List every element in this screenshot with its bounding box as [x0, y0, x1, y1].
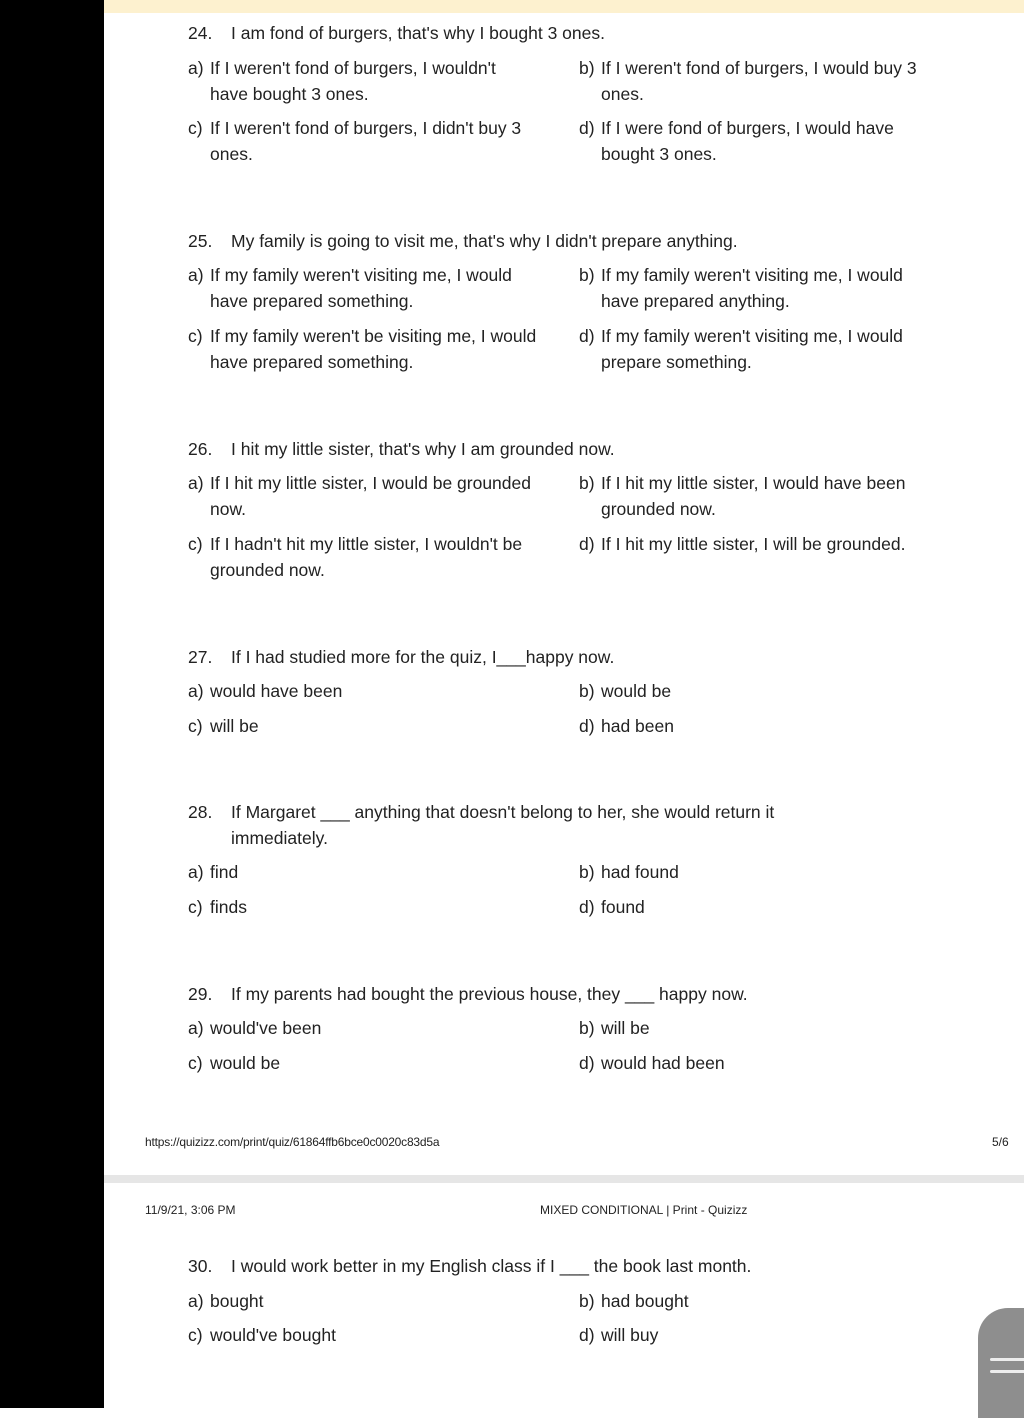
- option-24-b: [579, 55, 929, 107]
- option-letter: c): [188, 716, 203, 736]
- option-24-a: [188, 55, 538, 107]
- option-letter: d): [579, 897, 595, 917]
- option-letter: a): [188, 58, 204, 78]
- option-text: If I weren't fond of burgers, I would buy 3 ones.: [601, 58, 917, 104]
- option-text: will buy: [601, 1325, 659, 1345]
- handle-line: [990, 1358, 1024, 1361]
- option-26-c: [188, 531, 538, 583]
- option-text: If I hadn't hit my little sister, I wouldn't be grounded now.: [210, 534, 523, 580]
- option-29-c: [188, 1050, 538, 1076]
- option-text: If my family weren't visiting me, I would have prepared anything.: [601, 265, 903, 311]
- option-letter: b): [579, 1018, 595, 1038]
- question-text: If my parents had bought the previous house, they ___ happy now.: [231, 984, 748, 1004]
- question-text: If Margaret ___ anything that doesn't belong to her, she would return it immediately.: [231, 802, 775, 848]
- option-24-c: [188, 115, 538, 167]
- option-letter: c): [188, 897, 203, 917]
- option-text: would have been: [210, 681, 343, 701]
- option-text: If I hit my little sister, I would be grounded now.: [210, 473, 531, 519]
- option-text: If I weren't fond of burgers, I wouldn't have bought 3 ones.: [210, 58, 496, 104]
- option-text: If my family weren't visiting me, I would prepare something.: [601, 326, 903, 372]
- question-number: 26.: [188, 439, 213, 459]
- question-29: [188, 981, 848, 1007]
- question-number: 30.: [188, 1256, 213, 1276]
- option-letter: c): [188, 534, 203, 554]
- top-highlight-strip: [104, 0, 1024, 13]
- footer-url: https://quizizz.com/print/quiz/61864ffb6bce0c0020c83d5a: [145, 1135, 440, 1149]
- question-number: 29.: [188, 984, 213, 1004]
- option-25-a: [188, 262, 538, 314]
- option-text: would've been: [210, 1018, 322, 1038]
- option-letter: d): [579, 1325, 595, 1345]
- option-26-a: [188, 470, 538, 522]
- option-letter: c): [188, 1325, 203, 1345]
- header-title: MIXED CONDITIONAL | Print - Quizizz: [540, 1203, 748, 1217]
- option-text: bought: [210, 1291, 264, 1311]
- option-letter: a): [188, 1018, 204, 1038]
- question-30: [188, 1253, 868, 1279]
- option-letter: d): [579, 1053, 595, 1073]
- option-30-b: [579, 1288, 929, 1314]
- option-text: would be: [601, 681, 672, 701]
- option-letter: b): [579, 265, 595, 285]
- option-text: will be: [601, 1018, 650, 1038]
- option-letter: b): [579, 681, 595, 701]
- left-black-bar: [0, 0, 104, 1408]
- question-24: [188, 20, 828, 46]
- question-text: I would work better in my English class if I ___ the book last month.: [231, 1256, 752, 1276]
- option-25-c: [188, 323, 538, 375]
- option-letter: d): [579, 716, 595, 736]
- option-letter: a): [188, 681, 204, 701]
- question-28: [188, 799, 798, 851]
- option-text: finds: [210, 897, 247, 917]
- option-letter: a): [188, 473, 204, 493]
- option-24-d: [579, 115, 929, 167]
- option-text: If I were fond of burgers, I would have bought 3 ones.: [601, 118, 894, 164]
- option-27-c: [188, 713, 538, 739]
- option-25-b: [579, 262, 929, 314]
- option-text: found: [601, 897, 645, 917]
- option-letter: c): [188, 326, 203, 346]
- option-text: If my family weren't visiting me, I would have prepared something.: [210, 265, 512, 311]
- question-number: 24.: [188, 23, 213, 43]
- question-text: If I had studied more for the quiz, I___happy now.: [231, 647, 615, 667]
- question-27: [188, 644, 828, 670]
- option-28-a: [188, 859, 538, 885]
- option-27-d: [579, 713, 929, 739]
- option-26-d: [579, 531, 959, 557]
- option-text: If I weren't fond of burgers, I didn't buy 3 ones.: [210, 118, 522, 164]
- option-text: had bought: [601, 1291, 689, 1311]
- option-letter: b): [579, 1291, 595, 1311]
- option-text: If my family weren't be visiting me, I would have prepared something.: [210, 326, 537, 372]
- option-30-a: [188, 1288, 538, 1314]
- option-letter: a): [188, 1291, 204, 1311]
- page-number: 5/6: [992, 1135, 1009, 1149]
- option-29-b: [579, 1015, 929, 1041]
- option-30-c: [188, 1322, 538, 1348]
- page-separator: [104, 1175, 1024, 1183]
- option-text: had been: [601, 716, 674, 736]
- question-text: My family is going to visit me, that's why I didn't prepare anything.: [231, 231, 738, 251]
- option-text: will be: [210, 716, 259, 736]
- option-29-a: [188, 1015, 538, 1041]
- header-date: 11/9/21, 3:06 PM: [145, 1203, 236, 1217]
- side-drawer-handle[interactable]: [978, 1308, 1024, 1418]
- question-text: I hit my little sister, that's why I am grounded now.: [231, 439, 615, 459]
- option-28-d: [579, 894, 929, 920]
- option-letter: d): [579, 534, 595, 554]
- option-letter: b): [579, 58, 595, 78]
- option-letter: a): [188, 265, 204, 285]
- option-letter: c): [188, 1053, 203, 1073]
- option-text: would had been: [601, 1053, 725, 1073]
- option-30-d: [579, 1322, 929, 1348]
- question-text: I am fond of burgers, that's why I bought 3 ones.: [231, 23, 605, 43]
- question-26: [188, 436, 828, 462]
- option-text: had found: [601, 862, 679, 882]
- question-25: [188, 228, 828, 254]
- option-text: If I hit my little sister, I will be grounded.: [601, 534, 906, 554]
- option-letter: b): [579, 473, 595, 493]
- option-letter: c): [188, 118, 203, 138]
- option-27-b: [579, 678, 929, 704]
- question-number: 28.: [188, 802, 213, 822]
- question-number: 25.: [188, 231, 213, 251]
- handle-line: [990, 1370, 1024, 1373]
- option-letter: d): [579, 118, 595, 138]
- option-28-c: [188, 894, 538, 920]
- option-25-d: [579, 323, 929, 375]
- option-29-d: [579, 1050, 929, 1076]
- option-text: would've bought: [210, 1325, 336, 1345]
- option-letter: a): [188, 862, 204, 882]
- option-text: If I hit my little sister, I would have been grounded now.: [601, 473, 906, 519]
- option-text: would be: [210, 1053, 281, 1073]
- option-27-a: [188, 678, 538, 704]
- option-26-b: [579, 470, 939, 522]
- option-letter: b): [579, 862, 595, 882]
- option-letter: d): [579, 326, 595, 346]
- option-text: find: [210, 862, 239, 882]
- question-number: 27.: [188, 647, 213, 667]
- option-28-b: [579, 859, 929, 885]
